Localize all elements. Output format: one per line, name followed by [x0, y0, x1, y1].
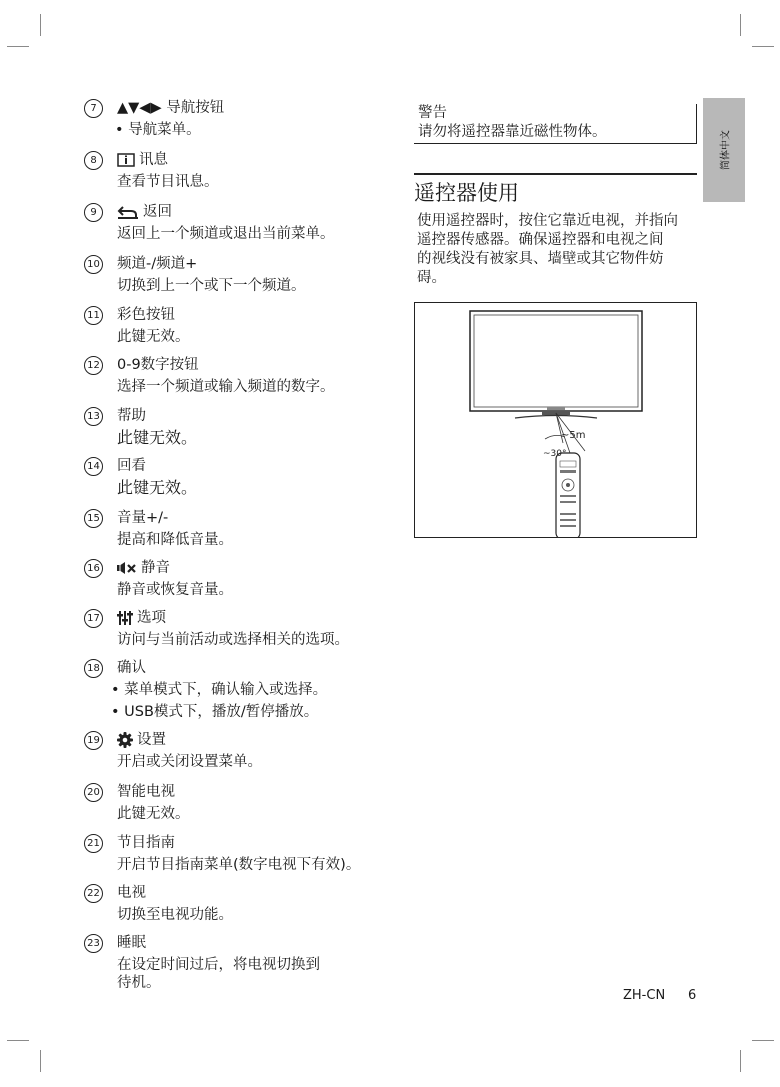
language-code: ZH-CN: [623, 988, 666, 1003]
page-number: 6: [688, 988, 697, 1003]
item-bullet: • USB模式下，播放/暂停播放。: [111, 704, 319, 720]
item-title: 音量+/-: [117, 510, 169, 526]
item-desc: 选择一个频道或输入频道的数字。: [117, 379, 335, 395]
item-title: 返回: [143, 204, 172, 220]
crop-mark: [40, 1050, 41, 1072]
item-desc: 开启或关闭设置菜单。: [117, 754, 262, 770]
item-desc: 此键无效。: [117, 478, 198, 497]
item-number: 11: [84, 306, 103, 325]
item-desc: 访问与当前活动或选择相关的选项。: [117, 632, 349, 648]
item-number: 7: [84, 99, 103, 118]
divider: [414, 173, 697, 175]
item-title: 帮助: [117, 408, 146, 424]
warning-box: [414, 104, 697, 144]
crop-mark: [7, 1040, 29, 1041]
paragraph-line: 碍。: [417, 270, 446, 286]
item-number: 9: [84, 203, 103, 222]
item-title: 设置: [137, 732, 166, 748]
item-desc: 此键无效。: [117, 428, 198, 447]
item-title: 频道-/频道+: [117, 256, 198, 272]
item-number: 17: [84, 609, 103, 628]
item-desc: 返回上一个频道或退出当前菜单。: [117, 226, 335, 242]
section-paragraph: [417, 212, 701, 288]
item-number: 15: [84, 509, 103, 528]
item-number: 16: [84, 559, 103, 578]
tv-remote-drawing: [415, 303, 696, 537]
back-icon: [117, 205, 139, 219]
item-desc: 在设定时间过后，将电视切换到: [117, 957, 320, 973]
mute-icon: [117, 561, 137, 575]
item-desc: 提高和降低音量。: [117, 532, 233, 548]
item-title: 睡眠: [117, 935, 146, 951]
item-title: 彩色按钮: [117, 307, 175, 323]
item-number: 12: [84, 356, 103, 375]
paragraph-line: 使用遥控器时，按住它靠近电视，并指向: [417, 213, 678, 229]
info-icon: [117, 153, 135, 167]
warning-text: 请勿将遥控器靠近磁性物体。: [418, 124, 607, 140]
paragraph-line: 的视线没有被家具、墙壁或其它物件妨: [417, 251, 664, 267]
language-tab: [703, 98, 745, 202]
item-number: 18: [84, 659, 103, 678]
item-title: 回看: [117, 458, 146, 474]
item-desc: 切换到上一个或下一个频道。: [117, 278, 306, 294]
item-number: 14: [84, 457, 103, 476]
crop-mark: [752, 46, 774, 47]
tv-frame: [470, 311, 642, 411]
item-number: 19: [84, 731, 103, 750]
item-title: 静音: [141, 560, 170, 576]
item-title: 节目指南: [117, 835, 175, 851]
angle-label: ~30°: [543, 449, 567, 459]
item-title: 0-9数字按钮: [117, 357, 199, 373]
crop-mark: [40, 14, 41, 36]
item-number: 20: [84, 783, 103, 802]
item-title: ▲▼◀▶ 导航按钮: [117, 100, 225, 116]
item-title: 选项: [137, 610, 166, 626]
item-number: 10: [84, 255, 103, 274]
paragraph-line: 遥控器传感器。确保遥控器和电视之间: [417, 232, 664, 248]
item-number: 22: [84, 884, 103, 903]
options-icon: [117, 611, 133, 625]
item-title: 确认: [117, 660, 146, 676]
remote-usage-illustration: [414, 302, 697, 538]
item-title: 讯息: [139, 152, 168, 168]
language-tab-label: 简体中文: [720, 130, 732, 170]
crop-mark: [740, 14, 741, 36]
settings-icon: [117, 732, 133, 748]
distance-label: ~5m: [561, 430, 586, 441]
section-title: 遥控器使用: [414, 181, 519, 205]
tv-sensor: [547, 407, 565, 410]
divider: [414, 143, 697, 144]
item-number: 8: [84, 151, 103, 170]
item-desc: 查看节目讯息。: [117, 174, 219, 190]
tv-stand: [515, 416, 597, 419]
item-number: 13: [84, 407, 103, 426]
item-title: 智能电视: [117, 784, 175, 800]
item-desc: 切换至电视功能。: [117, 907, 233, 923]
item-bullet: • 菜单模式下，确认输入或选择。: [111, 682, 328, 698]
crop-mark: [740, 1050, 741, 1072]
warning-heading: 警告: [418, 105, 447, 121]
item-desc: 开启节目指南菜单(数字电视下有效)。: [117, 857, 361, 873]
item-desc: 此键无效。: [117, 806, 190, 822]
item-desc: 待机。: [117, 975, 161, 991]
item-desc: • 导航菜单。: [115, 122, 201, 138]
item-number: 23: [84, 934, 103, 953]
item-desc: 静音或恢复音量。: [117, 582, 233, 598]
item-desc: 此键无效。: [117, 329, 190, 345]
item-title: 电视: [117, 885, 146, 901]
item-number: 21: [84, 834, 103, 853]
crop-mark: [752, 1040, 774, 1041]
crop-mark: [7, 46, 29, 47]
